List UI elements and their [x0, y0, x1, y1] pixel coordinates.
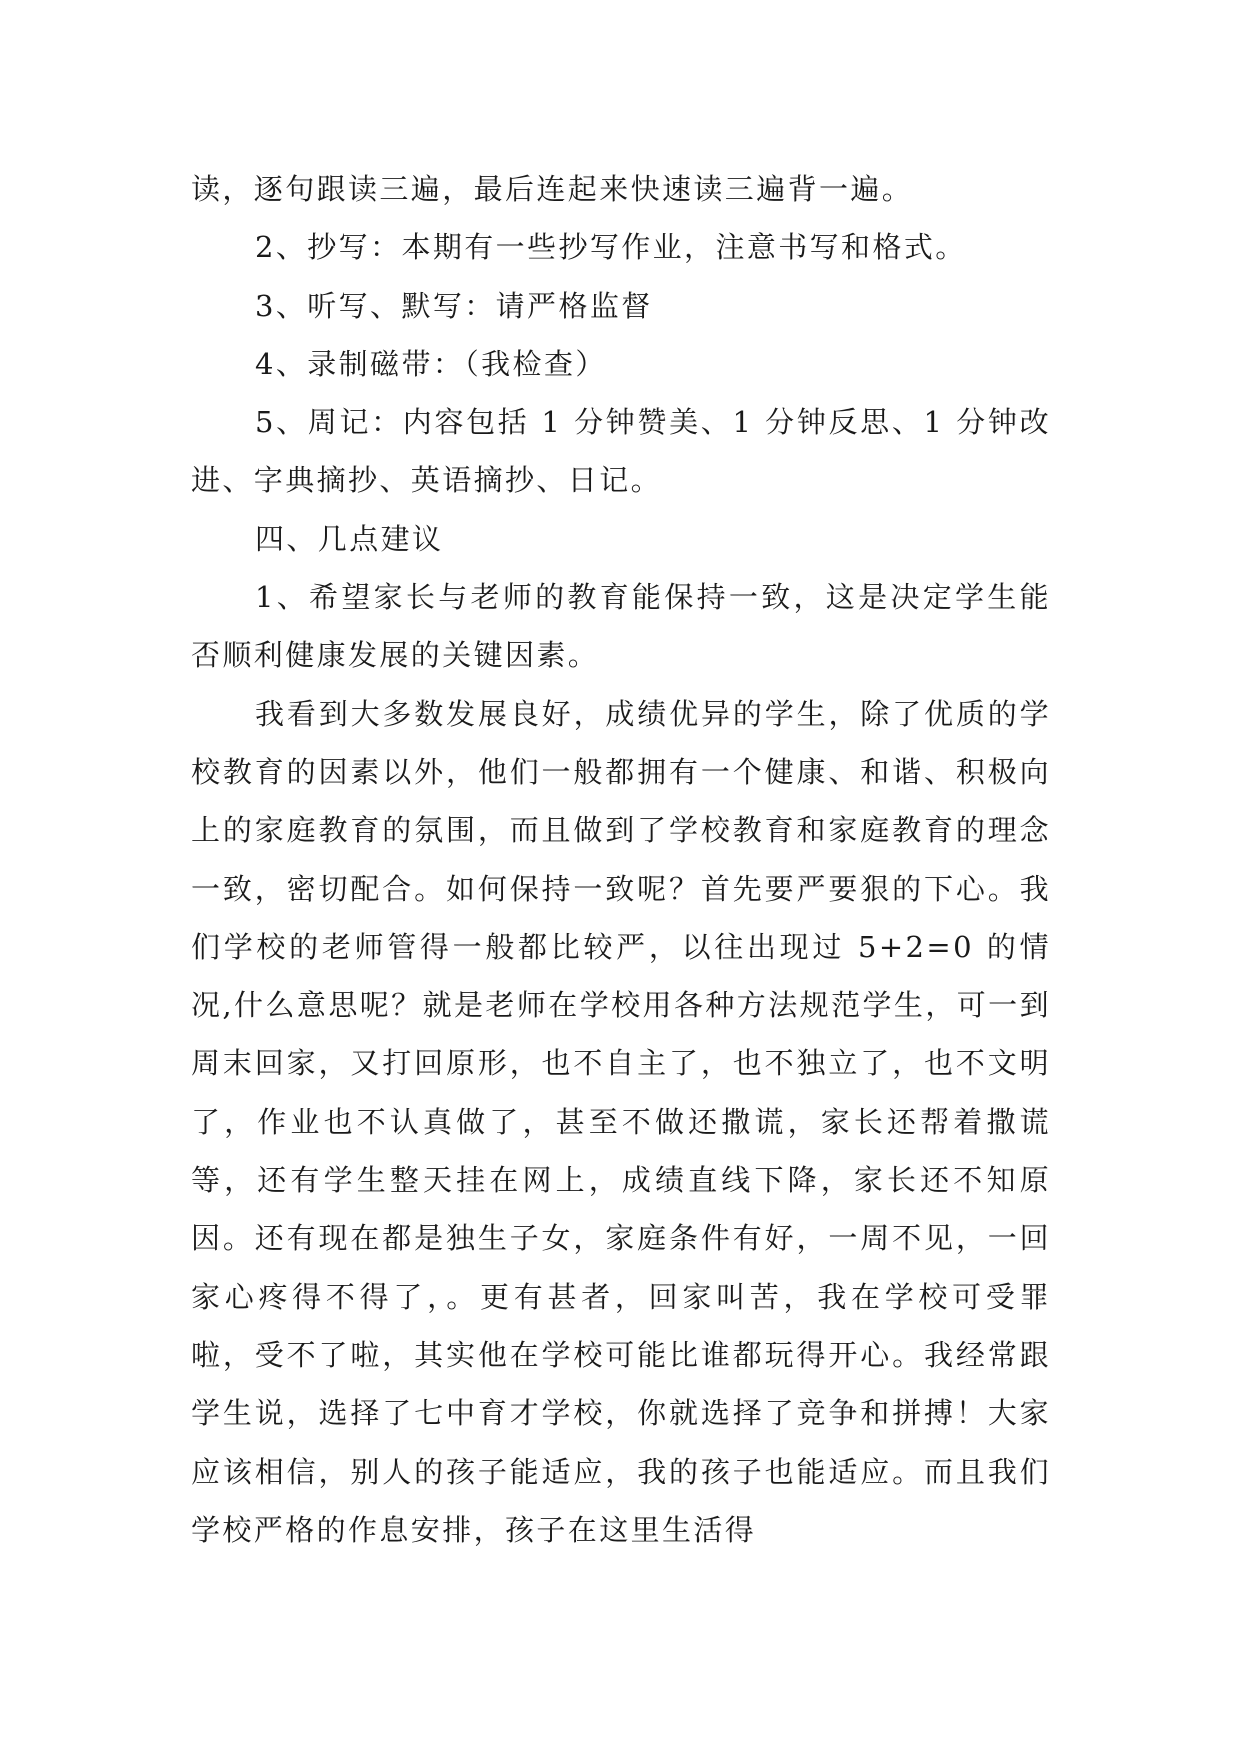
- body-text: [191, 160, 1051, 1559]
- paragraph-tape-recording: 4、录制磁带：（我检查）: [255, 346, 607, 381]
- section-heading-suggestions: 四、几点建议: [255, 521, 444, 556]
- paragraph-dictation: 3、听写、默写：请严格监督: [255, 288, 653, 323]
- paragraph-main-body: 我看到大多数发展良好，成绩优异的学生，除了优质的学校教育的因素以外，他们一般都拥有一个健康、和谐、积极向上的家庭教育的氛围，而且做到了学校教育和家庭教育的理念一致，密切配合。如何保持一致呢？首先要严要狠的下心。我们学校的老师管得一般都比较严，以往出现过 5+2=0 的情况,什么意思呢？就是老师在学校用各种方法规范学生，可一到周末回家，又打回原形，也不自主了，也不独立了，也不文明了，作业也不认真做了，甚至不做还撒谎，家长还帮着撒谎等，还有学生整天挂在网上，成绩直线下降，家长还不知原因。还有现在都是独生子女，家庭条件有好，一周不见，一回家心疼得不得了，。更有甚者，回家叫苦，我在学校可受罪啦，受不了啦，其实他在学校可能比谁都玩得开心。我经常跟学生说，选择了七中育才学校，你就选择了竞争和拼搏！大家应该相信，别人的孩子能适应，我的孩子也能适应。而且我们学校严格的作息安排，孩子在这里生活得: [191, 696, 1051, 1547]
- paragraph-reading-continuation: 读，逐句跟读三遍，最后连起来快速读三遍背一遍。: [191, 172, 914, 206]
- paragraph-copying: 2、抄写：本期有一些抄写作业，注意书写和格式。: [255, 230, 967, 265]
- paragraph-suggestion-one: 1、希望家长与老师的教育能保持一致，这是决定学生能否顺利健康发展的关键因素。: [191, 580, 1051, 673]
- paragraph-weekly-journal: 5、周记：内容包括 1 分钟赞美、1 分钟反思、1 分钟改进、字典摘抄、英语摘抄、日记。: [191, 405, 1051, 498]
